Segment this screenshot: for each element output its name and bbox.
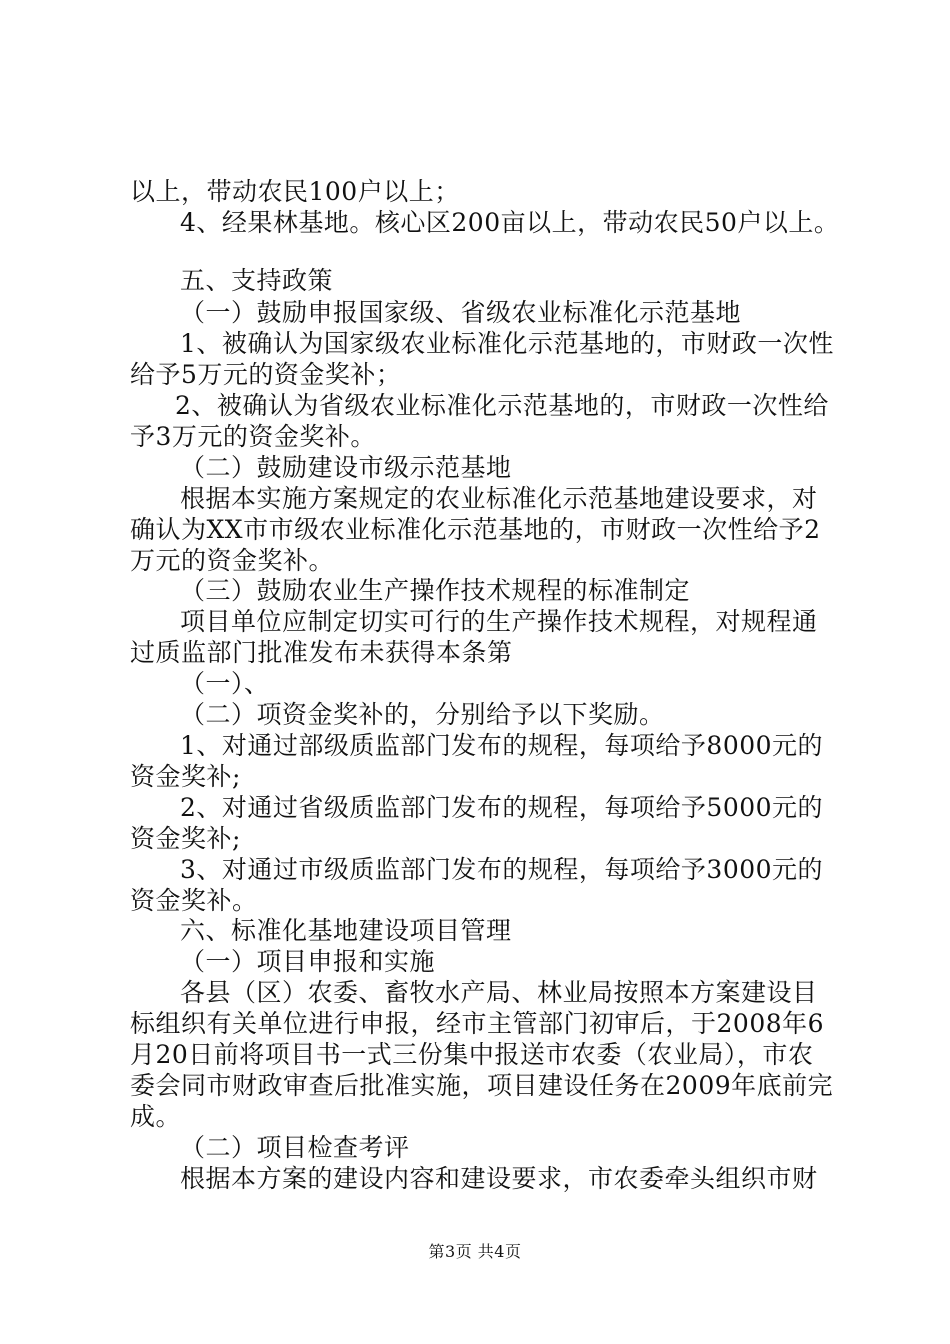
text-line: 予3万元的资金奖补。: [130, 422, 376, 451]
text-line: 1、被确认为国家级农业标准化示范基地的，市财政一次性: [180, 329, 834, 358]
text-line: 各县（区）农委、畜牧水产局、林业局按照本方案建设目: [180, 978, 818, 1007]
text-line: （二）项资金奖补的，分别给予以下奖励。: [180, 700, 665, 729]
subsection-heading: （二）项目检查考评: [180, 1133, 410, 1162]
text-line: 过质监部门批准发布未获得本条第: [130, 638, 513, 667]
page-footer: 第3页 共4页: [428, 1242, 522, 1261]
section-heading: 五、支持政策: [180, 266, 334, 295]
text-line: 万元的资金奖补。: [130, 546, 335, 575]
text-line: （一）、: [180, 669, 270, 698]
subsection-heading: （一）项目申报和实施: [180, 947, 436, 976]
text-line: 委会同市财政审查后批准实施，项目建设任务在2009年底前完: [130, 1071, 834, 1100]
subsection-heading: （三）鼓励农业生产操作技术规程的标准制定: [180, 576, 691, 605]
text-line: 资金奖补;: [130, 762, 241, 791]
subsection-heading: （一）鼓励申报国家级、省级农业标准化示范基地: [180, 298, 742, 327]
text-line: 1、对通过部级质监部门发布的规程，每项给予8000元的: [180, 731, 824, 760]
subsection-heading: （二）鼓励建设市级示范基地: [180, 453, 512, 482]
text-line: 资金奖补。: [130, 886, 258, 915]
text-line: 月20日前将项目书一式三份集中报送市农委（农业局），市农: [130, 1040, 814, 1069]
text-line: 根据本实施方案规定的农业标准化示范基地建设要求，对: [180, 484, 818, 513]
text-line: 4、经果林基地。核心区200亩以上，带动农民50户以上。: [180, 208, 840, 237]
text-line: 标组织有关单位进行申报，经市主管部门初审后，于2008年6: [130, 1009, 825, 1038]
text-line: 根据本方案的建设内容和建设要求，市农委牵头组织市财: [180, 1164, 818, 1193]
text-line: 确认为XX市市级农业标准化示范基地的，市财政一次性给予2: [130, 515, 821, 544]
section-heading: 六、标准化基地建设项目管理: [180, 916, 512, 945]
text-line: 2、被确认为省级农业标准化示范基地的，市财政一次性给: [175, 391, 829, 420]
text-line: 成。: [130, 1102, 182, 1131]
text-line: 3、对通过市级质监部门发布的规程，每项给予3000元的: [180, 855, 824, 884]
text-line: 以上，带动农民100户以上；: [130, 177, 460, 206]
text-line: 项目单位应制定切实可行的生产操作技术规程，对规程通: [180, 607, 818, 636]
text-line: 资金奖补;: [130, 824, 241, 853]
text-line: 2、对通过省级质监部门发布的规程，每项给予5000元的: [180, 793, 824, 822]
text-line: 给予5万元的资金奖补；: [130, 360, 402, 389]
